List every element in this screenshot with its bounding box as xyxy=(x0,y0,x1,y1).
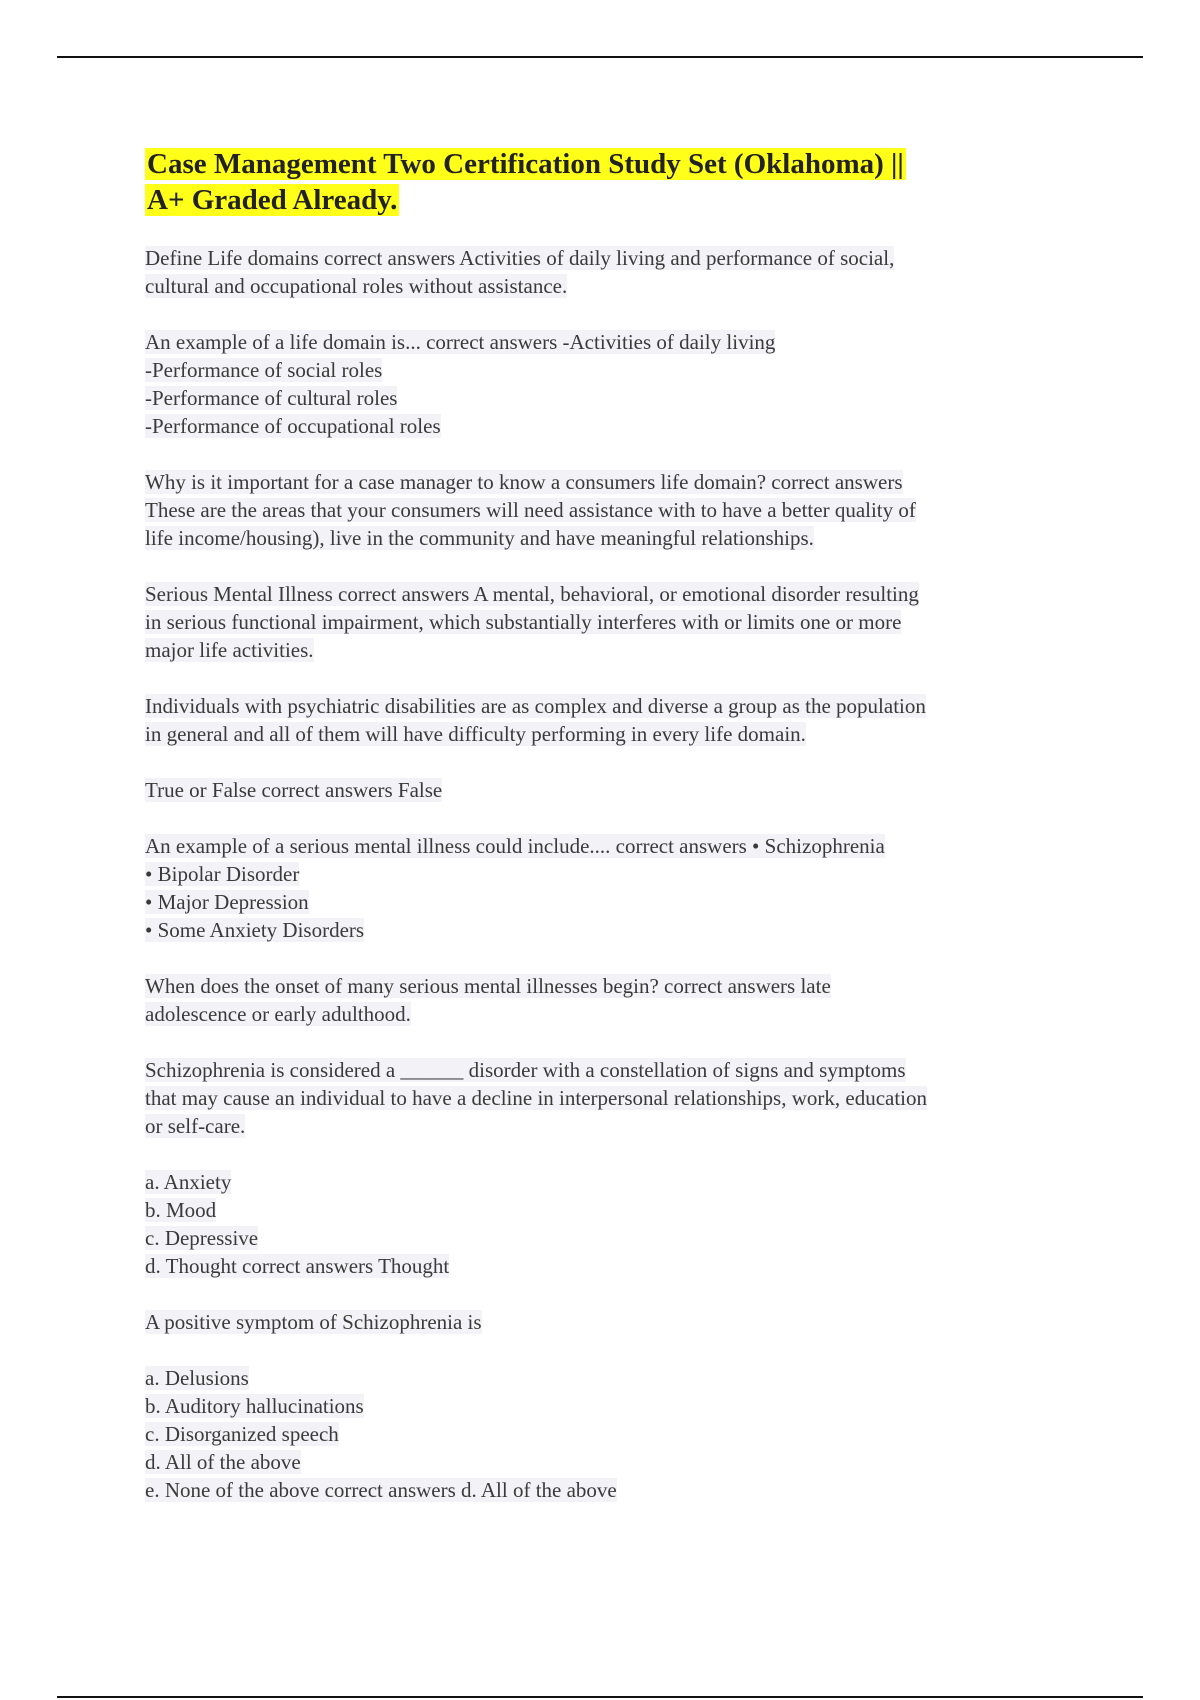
text-line xyxy=(145,1364,1075,1392)
text-line-content: a. Anxiety xyxy=(145,1170,232,1194)
text-line xyxy=(145,636,1075,664)
text-line-content: Define Life domains correct answers Activities of daily living and performance of social, xyxy=(145,246,895,270)
text-line-content: e. None of the above correct answers d. All of the above xyxy=(145,1478,617,1502)
text-line xyxy=(145,384,1075,412)
text-line-content: in general and all of them will have difficulty performing in every life domain. xyxy=(145,722,806,746)
qa-block xyxy=(145,832,1075,944)
document-body xyxy=(145,146,1075,1532)
text-line xyxy=(145,832,1075,860)
text-line xyxy=(145,1056,1075,1084)
text-line xyxy=(145,1196,1075,1224)
text-line xyxy=(145,1252,1075,1280)
text-line xyxy=(145,1084,1075,1112)
text-line-content: Schizophrenia is considered a ______ disorder with a constellation of signs and symptoms xyxy=(145,1058,906,1082)
text-line-content: d. All of the above xyxy=(145,1450,301,1474)
text-line xyxy=(145,580,1075,608)
text-line-content: or self-care. xyxy=(145,1114,246,1138)
text-line xyxy=(145,468,1075,496)
text-line-content: -Performance of social roles xyxy=(145,358,383,382)
text-line-content: True or False correct answers False xyxy=(145,778,443,802)
qa-block xyxy=(145,1056,1075,1140)
text-line xyxy=(145,776,1075,804)
text-line xyxy=(145,272,1075,300)
text-line-content: Why is it important for a case manager to know a consumers life domain? correct answers xyxy=(145,470,903,494)
text-line-content: These are the areas that your consumers will need assistance with to have a better quality of xyxy=(145,498,916,522)
text-line-content: major life activities. xyxy=(145,638,314,662)
text-line xyxy=(145,412,1075,440)
text-line xyxy=(145,328,1075,356)
qa-block xyxy=(145,776,1075,804)
text-line-content: An example of a life domain is... correct answers -Activities of daily living xyxy=(145,330,776,354)
text-line-content: • Major Depression xyxy=(145,890,309,914)
qa-block xyxy=(145,244,1075,300)
text-line xyxy=(145,720,1075,748)
text-line-content: Individuals with psychiatric disabilities are as complex and diverse a group as the population xyxy=(145,694,926,718)
text-line-content: Serious Mental Illness correct answers A mental, behavioral, or emotional disorder resulting xyxy=(145,582,919,606)
text-line xyxy=(145,1168,1075,1196)
qa-block xyxy=(145,972,1075,1028)
qa-block xyxy=(145,1168,1075,1280)
footer-rule xyxy=(57,1696,1143,1698)
text-line xyxy=(145,608,1075,636)
text-line-content: life income/housing), live in the community and have meaningful relationships. xyxy=(145,526,814,550)
text-line xyxy=(145,692,1075,720)
text-line-content: When does the onset of many serious mental illnesses begin? correct answers late xyxy=(145,974,831,998)
text-line-content: • Some Anxiety Disorders xyxy=(145,918,365,942)
header-rule xyxy=(57,56,1143,58)
text-line xyxy=(145,1000,1075,1028)
text-line xyxy=(145,972,1075,1000)
text-line-content: c. Disorganized speech xyxy=(145,1422,339,1446)
text-line xyxy=(145,356,1075,384)
text-line xyxy=(145,1448,1075,1476)
text-line xyxy=(145,1476,1075,1504)
text-line-content: b. Mood xyxy=(145,1198,217,1222)
text-line-content: in serious functional impairment, which substantially interferes with or limits one or more xyxy=(145,610,902,634)
qa-block xyxy=(145,468,1075,552)
text-line xyxy=(145,1224,1075,1252)
text-line xyxy=(145,916,1075,944)
text-line-content: -Performance of cultural roles xyxy=(145,386,398,410)
text-line-content: • Bipolar Disorder xyxy=(145,862,300,886)
text-line xyxy=(145,1392,1075,1420)
text-line-content: that may cause an individual to have a decline in interpersonal relationships, work, education xyxy=(145,1086,928,1110)
text-line xyxy=(145,496,1075,524)
qa-block xyxy=(145,1308,1075,1336)
text-line-content: cultural and occupational roles without assistance. xyxy=(145,274,568,298)
text-line-content: -Performance of occupational roles xyxy=(145,414,441,438)
qa-block xyxy=(145,580,1075,664)
text-line xyxy=(145,860,1075,888)
text-line-content: adolescence or early adulthood. xyxy=(145,1002,411,1026)
text-line xyxy=(145,1420,1075,1448)
title-line-2: A+ Graded Already. xyxy=(147,184,398,216)
qa-block xyxy=(145,1364,1075,1504)
text-line xyxy=(145,888,1075,916)
text-line xyxy=(145,1112,1075,1140)
text-line xyxy=(145,1308,1075,1336)
text-line-content: A positive symptom of Schizophrenia is xyxy=(145,1310,482,1334)
text-line xyxy=(145,244,1075,272)
text-line-content: c. Depressive xyxy=(145,1226,259,1250)
qa-block xyxy=(145,692,1075,748)
text-line-content: a. Delusions xyxy=(145,1366,249,1390)
text-line xyxy=(145,524,1075,552)
text-line-content: b. Auditory hallucinations xyxy=(145,1394,364,1418)
text-line-content: An example of a serious mental illness could include.... correct answers • Schizophrenia xyxy=(145,834,885,858)
qa-list xyxy=(145,244,1075,1504)
text-line-content: d. Thought correct answers Thought xyxy=(145,1254,450,1278)
document-title xyxy=(145,146,1075,218)
qa-block xyxy=(145,328,1075,440)
title-line-1: Case Management Two Certification Study Set (Oklahoma) || xyxy=(147,148,904,180)
